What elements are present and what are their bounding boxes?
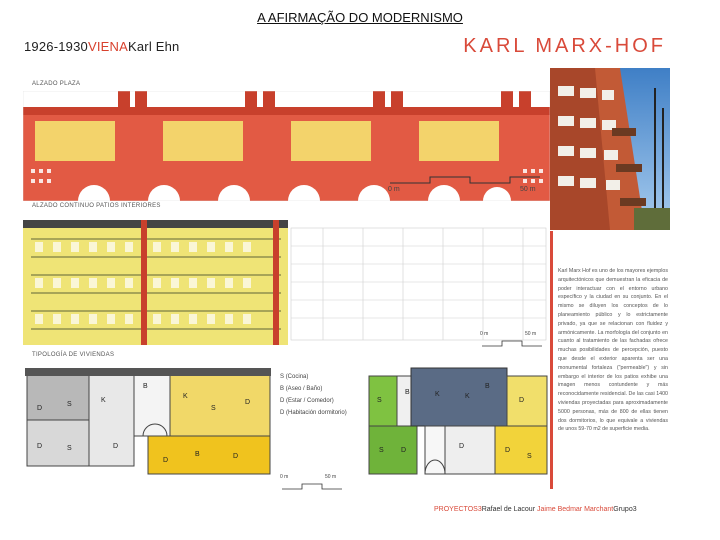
svg-text:D: D — [113, 443, 119, 450]
accent-bar — [550, 231, 553, 489]
section-label-courtyards: ALZADO CONTINUO PATIOS INTERIORES — [32, 203, 161, 209]
scale-bar-housing — [282, 483, 342, 491]
svg-text:D: D — [163, 457, 169, 464]
scale-end-plaza: 50 m — [520, 186, 536, 193]
legend-item: D (Habitación dormitorio) — [280, 410, 347, 416]
svg-text:S: S — [379, 447, 384, 454]
elevation-courtyards-drawing — [23, 220, 550, 345]
description-panel — [550, 231, 670, 489]
scale-start-housing: 0 m — [280, 474, 289, 480]
slide-title: A AFIRMAÇÃO DO MODERNISMO — [257, 10, 463, 25]
svg-text:B: B — [195, 451, 200, 458]
svg-text:D: D — [37, 405, 43, 412]
footer-group: Grupo3 — [613, 506, 637, 513]
legend-item: D (Estar / Comedor) — [280, 398, 334, 404]
svg-text:K: K — [101, 397, 106, 404]
building-photo — [550, 68, 670, 230]
footer-credits — [434, 506, 637, 513]
svg-text:B: B — [405, 389, 410, 396]
svg-text:D: D — [401, 447, 407, 454]
svg-text:D: D — [245, 399, 251, 406]
scale-bar-plaza — [390, 175, 540, 185]
svg-text:S: S — [527, 453, 532, 460]
poster-header — [24, 39, 179, 54]
legend — [280, 371, 347, 419]
scale-end-courtyards: 50 m — [525, 331, 537, 337]
svg-text:K: K — [183, 393, 188, 400]
scale-start-plaza: 0 m — [388, 186, 400, 193]
svg-text:K: K — [465, 393, 470, 400]
footer-student-1: Rafael de Lacour — [481, 506, 536, 513]
description-text: Karl Marx Hof es uno de los mayores ejemplos arquitectónicos que demuestran la eficacia de poder interactuar con el entorno urbano específico y la ciudad en su conjunto. En el mismo se diluyen los conceptos de lo planeamiento público y lo estrictamente privado, ya que se relacionan con fluidez y armónicamente. La morfología del conjunto en cuanto al tratamiento de las fachadas ofrece muchas posibilidades de percepción, puesto que desde el exterior aparenta ser una monumental fortaleza ("permeable") y sin embargo el interior de los patios exhibe una imagen menos contundente y más reconocidamente residencial. De las casi 1400 viviendas proyectadas para aproximadamente 5000 personas, más de 800 de ellas tienen dos dormitorios, lo que equivale a viviendas de unos 59-70 m2 de superficie media. — [558, 268, 668, 433]
housing-plan-right — [365, 366, 550, 476]
footer-student-2: Jaime Bedmar Marchant — [537, 506, 614, 513]
header-city: VIENA — [87, 39, 128, 54]
svg-text:B: B — [485, 383, 490, 390]
scale-end-housing: 50 m — [325, 474, 337, 480]
scale-start-courtyards: 0 m — [480, 331, 489, 337]
housing-plan-left — [23, 366, 273, 476]
header-years: 1926-1930 — [24, 39, 88, 54]
svg-text:D: D — [459, 443, 465, 450]
svg-text:B: B — [143, 383, 148, 390]
footer-course: PROYECTOS3 — [434, 506, 482, 513]
section-label-housing: TIPOLOGÍA DE VIVIENDAS — [32, 352, 115, 358]
section-label-plaza: ALZADO PLAZA — [32, 81, 81, 87]
brand-title: KARL MARX-HOF — [463, 35, 666, 57]
svg-text:S: S — [67, 401, 72, 408]
building-photo-drawing — [550, 68, 670, 230]
svg-text:K: K — [435, 391, 440, 398]
svg-text:S: S — [67, 445, 72, 452]
poster — [20, 33, 670, 521]
svg-text:D: D — [505, 447, 511, 454]
legend-item: B (Aseo / Baño) — [280, 386, 323, 392]
legend-item: S (Cocina) — [280, 374, 309, 380]
svg-text:D: D — [37, 443, 43, 450]
header-architect: Karl Ehn — [128, 39, 180, 54]
svg-text:S: S — [377, 397, 382, 404]
svg-text:D: D — [233, 453, 239, 460]
svg-text:D: D — [519, 397, 525, 404]
svg-text:S: S — [211, 405, 216, 412]
scale-bar-courtyards — [482, 340, 542, 348]
